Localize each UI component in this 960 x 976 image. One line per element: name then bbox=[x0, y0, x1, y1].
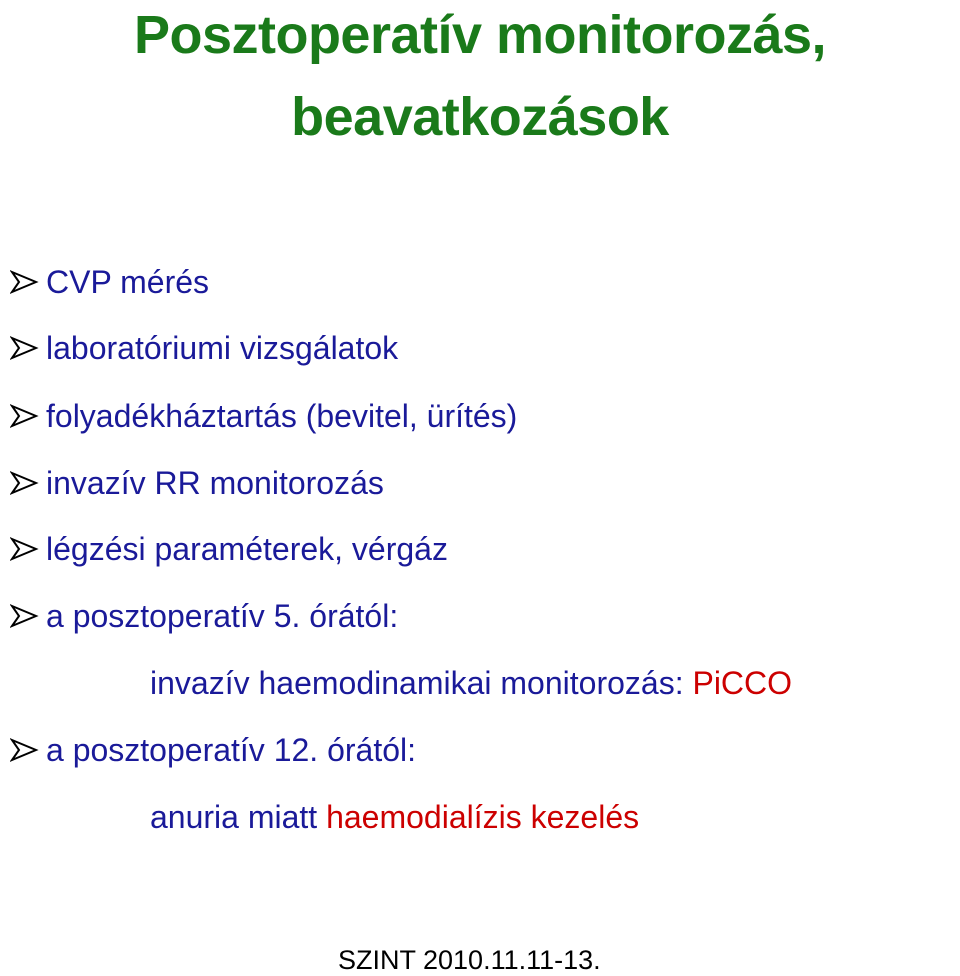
arrow-bullet-icon bbox=[10, 402, 40, 430]
footer-text: SZINT 2010.11.11-13. bbox=[338, 945, 601, 975]
arrow-bullet-icon bbox=[10, 736, 40, 764]
bullet-item-resp bbox=[10, 529, 448, 569]
sub-text: anuria miatt bbox=[150, 798, 327, 835]
title-line-2: beavatkozások bbox=[291, 87, 669, 147]
bullet-text: CVP mérés bbox=[46, 263, 210, 300]
bullet-item-12h bbox=[10, 730, 416, 770]
sub-text: invazív haemodinamikai monitorozás: bbox=[150, 664, 693, 701]
arrow-bullet-icon bbox=[10, 602, 40, 630]
arrow-bullet-icon bbox=[10, 334, 40, 362]
highlight-picco: PiCCO bbox=[692, 664, 793, 701]
bullet-item-fluid bbox=[10, 396, 517, 436]
highlight-dialysis: haemodialízis kezelés bbox=[326, 798, 640, 835]
bullet-item-rr bbox=[10, 463, 384, 503]
bullet-item-5h bbox=[10, 596, 398, 636]
bullet-text: a posztoperatív 12. órától: bbox=[46, 731, 416, 768]
bullet-text: invazív RR monitorozás bbox=[46, 464, 384, 501]
sub-item-picco bbox=[150, 663, 792, 703]
arrow-bullet-icon bbox=[10, 268, 40, 296]
bullet-text: a posztoperatív 5. órától: bbox=[46, 597, 399, 634]
title-line-1: Posztoperatív monitorozás, bbox=[133, 5, 827, 65]
bullet-text: folyadékháztartás (bevitel, ürítés) bbox=[46, 397, 518, 434]
bullet-text: laboratóriumi vizsgálatok bbox=[46, 329, 399, 366]
bullet-item-cvp bbox=[10, 262, 209, 302]
sub-item-dialysis bbox=[150, 797, 639, 837]
arrow-bullet-icon bbox=[10, 535, 40, 563]
bullet-item-lab bbox=[10, 328, 398, 368]
arrow-bullet-icon bbox=[10, 469, 40, 497]
bullet-text: légzési paraméterek, vérgáz bbox=[46, 530, 448, 567]
